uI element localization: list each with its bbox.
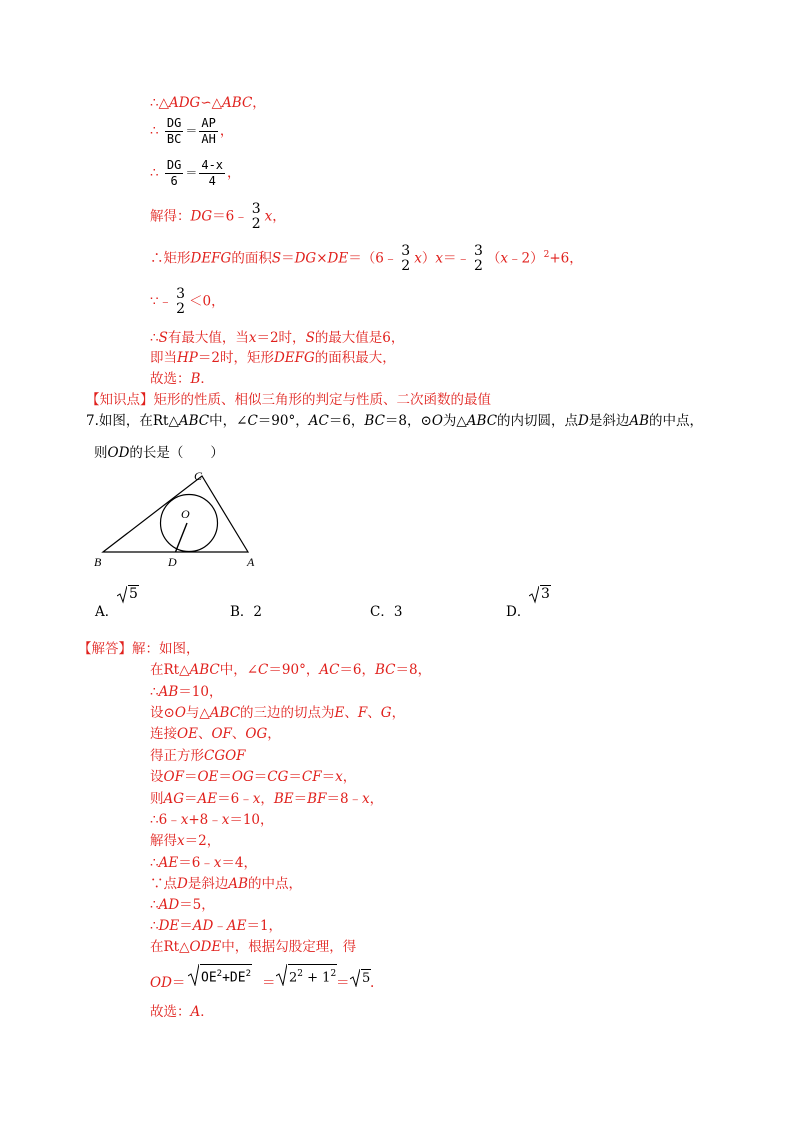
fraction-dg-6: $\frac{DG}{6}$: [166, 158, 182, 188]
fraction-3-2: 3 2: [176, 286, 186, 317]
option-b: B．2: [230, 604, 263, 620]
knowledge-label: 【知识点】: [86, 392, 154, 408]
answer-step-11: ∵点D是斜边AB的中点，: [150, 876, 302, 892]
choice-line: 故选：B．: [150, 371, 214, 387]
answer-tag: 【解答】: [78, 641, 132, 657]
label-o: O: [181, 507, 190, 521]
period: .: [370, 975, 375, 991]
option-a-label: A．: [95, 604, 119, 620]
answer-step-1: 在Rt△ABC中，∠C＝90°，AC＝6，BC＝8，: [150, 662, 432, 678]
max-value-line: ∴S有最大值，当x＝2时，S的最大值是6，: [150, 330, 405, 346]
equals-sign: ＝: [336, 975, 350, 991]
answer-step-7: 则AG＝AE＝6﹣x，BE＝BF＝8﹣x，: [150, 791, 384, 807]
option-d-label: D．: [506, 604, 531, 620]
radical-icon: [350, 969, 360, 987]
answer-step-14: 在Rt△ODE中，根据勾股定理，得: [150, 939, 357, 955]
label-c: C: [194, 469, 203, 483]
fraction-ap-ah: $\frac{AP}{AH}$: [201, 116, 216, 146]
radical-icon: [529, 586, 539, 604]
label-d: D: [168, 555, 177, 569]
knowledge-text: 矩形的性质、相似三角形的判定与性质、二次函数的最值: [153, 392, 491, 408]
answer-header: 【解答】解：如图，: [78, 641, 200, 657]
answer-step-8: ∴6﹣x+8﹣x＝10，: [150, 812, 274, 828]
segment-od: [176, 523, 188, 552]
solve-dg-line: 解得：DG＝6﹣ 3 2 x，: [150, 201, 286, 232]
answer-choice: 故选：A．: [150, 1004, 214, 1020]
answer-step-4: 连接OE、OF、OG，: [150, 726, 281, 742]
negative-check-line: ∵﹣ 3 2 ＜0，: [150, 286, 225, 317]
answer-step-3: 设⊙O与△ABC的三边的切点为E、F、G，: [150, 705, 406, 721]
area-line: ∴矩形DEFG的面积S＝DG×DE＝（6﹣ 3 2 x）x＝﹣ 3 2 （x﹣2）$^2$+6，: [150, 243, 583, 274]
question-7-prompt: 则OD的长是（ ）: [94, 445, 224, 461]
ratio-line-2: ∴ $\frac{DG}{6}$ ＝ $\frac{4-x}{4}$ ，: [150, 158, 241, 188]
label-b: B: [94, 555, 102, 569]
equals-sign: ＝: [262, 975, 276, 991]
fraction-4x-4: $\frac{4-x}{4}$: [201, 158, 224, 188]
incircle: [161, 495, 218, 552]
fraction-dg-bc: $\frac{DG}{BC}$: [166, 116, 182, 146]
fraction-3-2: 3 2: [401, 243, 411, 274]
answer-step-13: ∴DE＝AD﹣AE＝1，: [150, 918, 283, 934]
answer-step-10: ∴AE＝6﹣x＝4，: [150, 855, 258, 871]
triangle-abc: [103, 476, 248, 552]
answer-step-12: ∴AD＝5，: [150, 897, 215, 913]
fraction-3-2: 3 2: [473, 243, 483, 274]
radical-icon: [188, 964, 199, 986]
option-c: C．3: [370, 604, 403, 620]
answer-step-9: 解得x＝2，: [150, 833, 221, 849]
od-value-label: OD＝: [150, 975, 186, 991]
incircle-triangle-figure: [90, 466, 270, 576]
knowledge-point: [86, 392, 491, 408]
conclusion-line: 即当HP＝2时，矩形DEFG的面积最大，: [150, 350, 396, 366]
label-a: A: [247, 555, 255, 569]
radical-icon: [117, 586, 127, 604]
answer-step-2: ∴AB＝10，: [150, 684, 223, 700]
question-7-stem: 7.如图，在Rt△ABC中，∠C＝90°，AC＝6，BC＝8，⊙O为△ABC的内切圆，点D是斜边AB的中点，: [86, 413, 704, 429]
answer-step-5: 得正方形CGOF: [150, 748, 246, 764]
answer-step-6: 设OF＝OE＝OG＝CG＝CF＝x，: [150, 769, 357, 785]
fraction-3-2: 3 2: [251, 201, 261, 232]
ratio-line-1: ∴ $\frac{DG}{BC}$ ＝ $\frac{AP}{AH}$ ，: [150, 116, 234, 146]
sim-line: ∴△ADG∽△ABC，: [150, 95, 266, 111]
radical-icon: [276, 964, 287, 986]
